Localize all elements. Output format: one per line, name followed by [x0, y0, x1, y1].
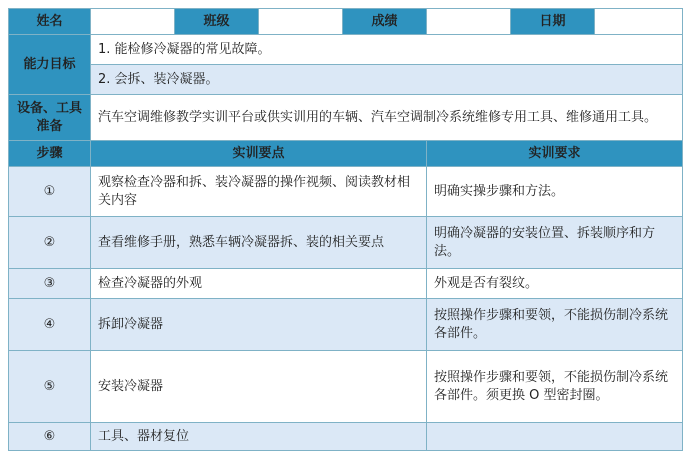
- step-point: 检查冷凝器的外观: [91, 269, 427, 299]
- score-field[interactable]: [427, 9, 511, 35]
- goal-row-1: [9, 35, 683, 65]
- date-label: 日期: [511, 9, 595, 35]
- training-worksheet: [8, 8, 683, 451]
- col-points: 实训要点: [91, 141, 427, 167]
- column-header-row: [9, 141, 683, 167]
- step-number: ⑥: [9, 423, 91, 451]
- score-label: 成绩: [343, 9, 427, 35]
- step-point: 观察检查冷器和拆、装冷凝器的操作视频、阅读教材相关内容: [91, 167, 427, 217]
- table-row: [9, 167, 683, 217]
- info-row: [9, 9, 683, 35]
- equipment-text: 汽车空调维修教学实训平台或供实训用的车辆、汽车空调制冷系统维修专用工具、维修通用工具。: [91, 95, 683, 141]
- table-row: [9, 217, 683, 269]
- goal-row-2: [9, 65, 683, 95]
- step-number: ③: [9, 269, 91, 299]
- col-requirements: 实训要求: [427, 141, 683, 167]
- step-point: 工具、器材复位: [91, 423, 427, 451]
- col-step: 步骤: [9, 141, 91, 167]
- table-row: [9, 299, 683, 351]
- table-row: [9, 269, 683, 299]
- date-field[interactable]: [595, 9, 683, 35]
- goal-item-2: 2. 会拆、装冷凝器。: [91, 65, 683, 95]
- equipment-row: [9, 95, 683, 141]
- table-row: [9, 423, 683, 451]
- name-label: 姓名: [9, 9, 91, 35]
- step-point: 安装冷凝器: [91, 351, 427, 423]
- step-requirement: 明确冷凝器的安装位置、拆装顺序和方法。: [427, 217, 683, 269]
- step-requirement: [427, 423, 683, 451]
- step-number: ⑤: [9, 351, 91, 423]
- goal-item-1: 1. 能检修冷凝器的常见故障。: [91, 35, 683, 65]
- goal-label: 能力目标: [9, 35, 91, 95]
- step-requirement: 外观是否有裂纹。: [427, 269, 683, 299]
- name-field[interactable]: [91, 9, 175, 35]
- step-point: 拆卸冷凝器: [91, 299, 427, 351]
- step-number: ①: [9, 167, 91, 217]
- step-requirement: 按照操作步骤和要领，不能损伤制冷系统各部件。: [427, 299, 683, 351]
- class-label: 班级: [175, 9, 259, 35]
- equipment-label: 设备、工具准备: [9, 95, 91, 141]
- step-point: 查看维修手册，熟悉车辆冷凝器拆、装的相关要点: [91, 217, 427, 269]
- step-requirement: 明确实操步骤和方法。: [427, 167, 683, 217]
- class-field[interactable]: [259, 9, 343, 35]
- table-row: [9, 351, 683, 423]
- step-number: ②: [9, 217, 91, 269]
- step-requirement: 按照操作步骤和要领，不能损伤制冷系统各部件。须更换 O 型密封圈。: [427, 351, 683, 423]
- step-number: ④: [9, 299, 91, 351]
